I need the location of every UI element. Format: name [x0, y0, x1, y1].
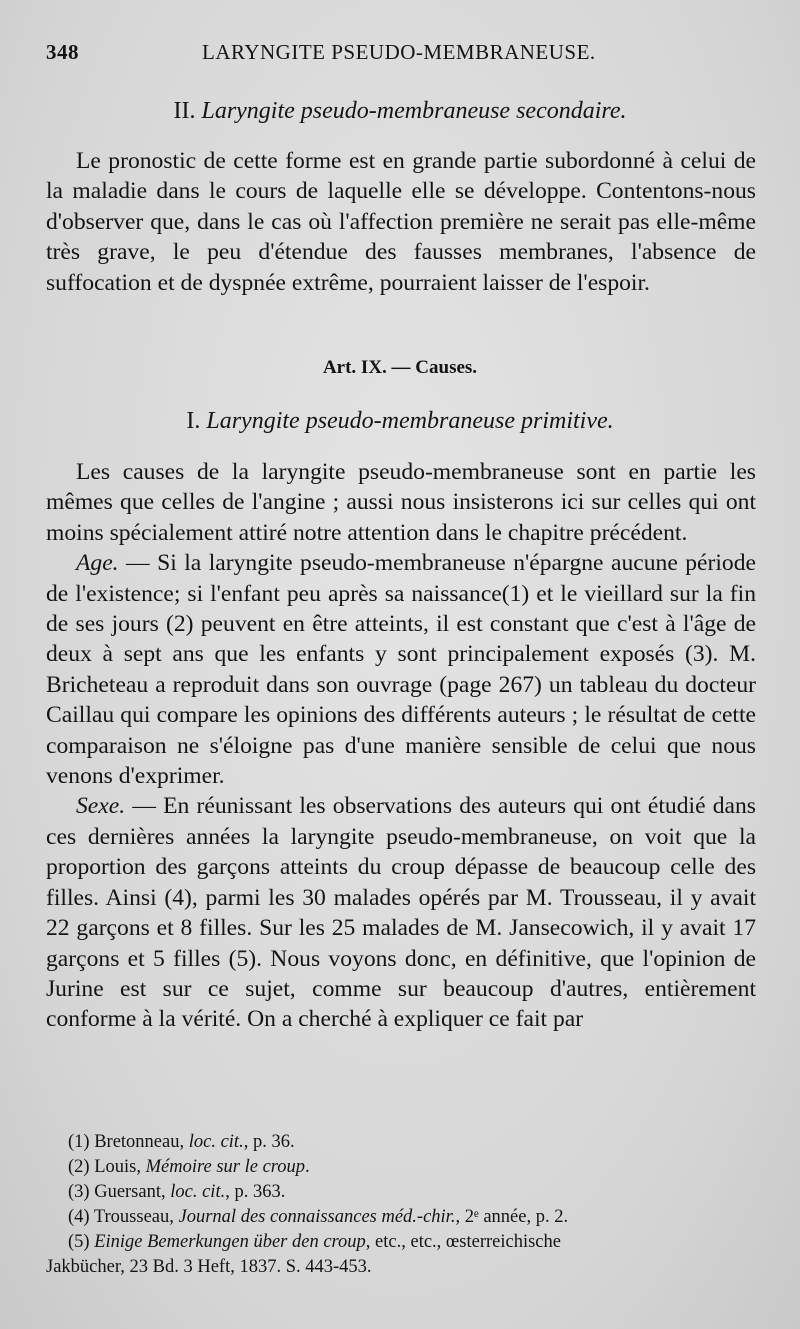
footnote-author: Bretonneau, [89, 1132, 189, 1152]
footnote-mark: (3) [68, 1182, 90, 1202]
paragraph-text: — Si la laryngite pseudo-membraneuse n'épargne aucune période de l'existence; si l'enfant peu après sa naissance(1) et le vieillard sur la fin de ses jours (2) peuvent en être atteints, il est constant que c'est à l'âge de deux à sept ans que les enfants y sont principalement exposés (3). M. Bricheteau a reproduit dans son ouvrage (page 267) un tableau du docteur Caillau qui compare les opinions des différents auteurs ; le résultat de cette comparaison ne s'éloigne pas d'une manière sensible de celui que nous venons d'exprimer. [46, 550, 756, 790]
section-number: I. [186, 408, 201, 434]
footnote-title: loc. cit. [170, 1182, 226, 1202]
page-number: 348 [46, 40, 79, 64]
paragraph-pronostic [46, 146, 756, 298]
paragraph-text: Les causes de la laryngite pseudo-membraneuse sont en partie les mêmes que celles de l'angine ; aussi nous insisterons ici sur celles qui ont moins spécialement attiré notre attention dans le chapitre précédent. [46, 459, 756, 546]
paragraph-text: Le pronostic de cette forme est en grande partie subordonné à celui de la maladie dans le cours de laquelle elle se développe. Contentons-nous d'observer que, dans le cas où l'affection première ne serait pas elle-même très grave, le peu d'étendue des fausses membranes, l'absence de suffocation et de dyspnée extrême, pourraient laisser de l'espoir. [46, 148, 756, 296]
article-heading [0, 357, 800, 379]
footnote-title: Einige Bemerkungen über den croup [94, 1232, 366, 1252]
footnote-2 [46, 1155, 760, 1180]
paragraph-causes [46, 457, 756, 548]
paragraph-text: — En réunissant les observations des auteurs qui ont étudié dans ces dernières années la laryngite pseudo-membraneuse, on voit que la proportion des garçons atteints du croup dépasse de beaucoup celle des filles. Ainsi (4), parmi les 30 malades opérés par M. Trousseau, il y avait 22 garçons et 8 filles. Sur les 25 malades de M. Jansecowich, il y avait 17 garçons et 5 filles (5). Nous voyons donc, en définitive, que l'opinion de Jurine est sur ce sujet, comme sur beaucoup d'autres, entièrement conforme à la vérité. On a cherché à expliquer ce fait par [46, 793, 756, 1033]
footnote-5 [46, 1230, 760, 1255]
footnote-author: Trousseau, [89, 1207, 179, 1227]
article-dash: — [391, 357, 411, 378]
footnote-ref: , p. 36. [243, 1132, 295, 1152]
section-heading-secondary [0, 98, 800, 125]
footnote-3 [46, 1180, 760, 1205]
footnote-mark: (4) [68, 1207, 90, 1227]
section-number: II. [173, 98, 196, 124]
section-title: Laryngite pseudo-membraneuse secondaire. [201, 98, 627, 124]
article-title: Causes. [415, 357, 478, 378]
footnote-author: Louis, [89, 1157, 146, 1177]
footnotes [46, 1130, 760, 1280]
footnote-5-continuation: Jakbücher, 23 Bd. 3 Heft, 1837. S. 443-453. [46, 1257, 372, 1277]
footnote-1 [46, 1130, 760, 1155]
article-label: Art. IX. [322, 357, 387, 378]
footnote-author: Guersant, [89, 1182, 171, 1202]
footnote-4 [46, 1205, 760, 1230]
paragraph-age [46, 548, 756, 791]
page-header [46, 40, 754, 70]
footnote-ref: . [305, 1157, 310, 1177]
footnote-mark: (1) [68, 1132, 90, 1152]
section-heading-primitive [0, 408, 800, 435]
footnote-ref: , 2ᵉ année, p. 2. [455, 1207, 569, 1227]
footnote-mark: (5) [68, 1232, 90, 1252]
footnote-title: Mémoire sur le croup [145, 1157, 306, 1177]
paragraph-lead: Sexe. [76, 793, 126, 820]
section-title: Laryngite pseudo-membraneuse primitive. [206, 408, 614, 434]
running-head: LARYNGITE PSEUDO-MEMBRANEUSE. [202, 40, 596, 64]
footnote-mark: (2) [68, 1157, 90, 1177]
footnote-ref: , etc., etc., œsterreichische [365, 1232, 561, 1252]
footnote-ref: , p. 363. [225, 1182, 286, 1202]
body-causes [46, 457, 756, 1035]
footnote-title: loc. cit. [188, 1132, 244, 1152]
footnote-title: Journal des connaissances méd.-chir. [178, 1207, 456, 1227]
paragraph-lead: Age. [76, 550, 119, 577]
paragraph-sexe [46, 791, 756, 1034]
